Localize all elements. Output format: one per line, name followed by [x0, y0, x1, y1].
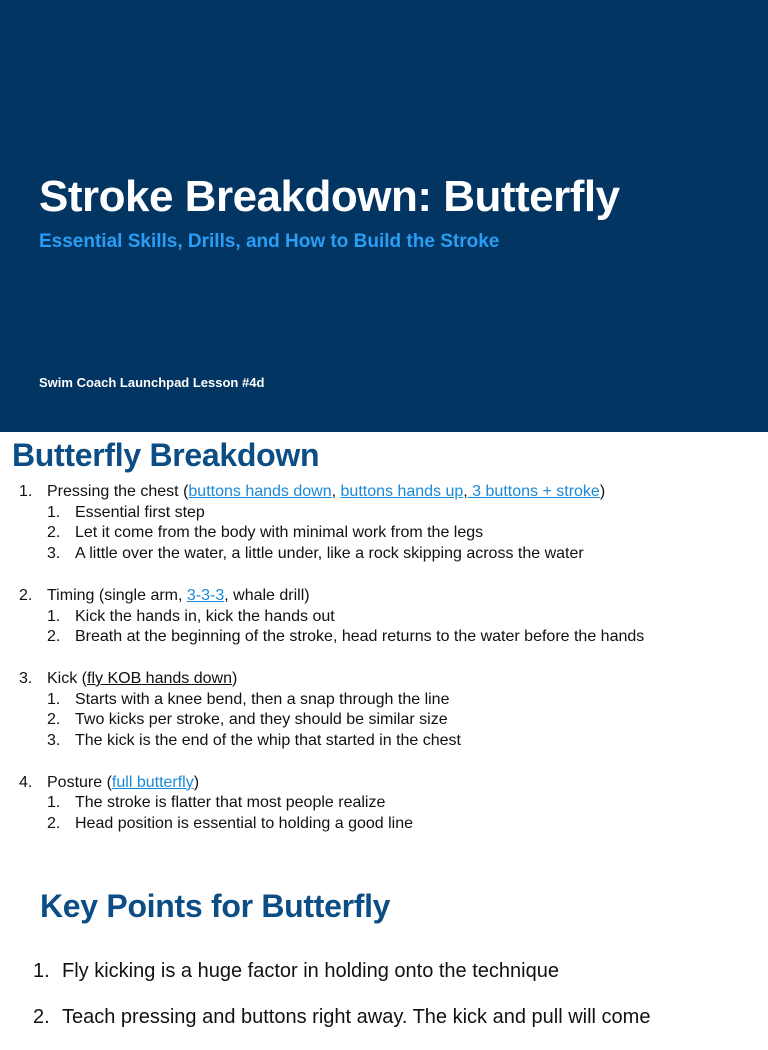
link-3-buttons-stroke[interactable]: 3 buttons + stroke: [467, 483, 600, 500]
list-item: [0, 523, 760, 544]
breakdown-item-kick: [0, 669, 760, 690]
item-number: 1.: [47, 607, 61, 625]
link-buttons-hands-up[interactable]: buttons hands up: [340, 483, 464, 500]
item-text: Kick (: [47, 669, 87, 687]
separator: ,: [331, 483, 341, 500]
key-points-list: [0, 958, 768, 1050]
item-text: Kick the hands in, kick the hands out: [75, 607, 335, 625]
item-text: Head position is essential to holding a good line: [75, 815, 414, 833]
list-item: [0, 814, 760, 835]
list-item: [0, 482, 760, 565]
item-number: 1.: [47, 690, 61, 708]
item-number: 4.: [19, 773, 33, 791]
item-text: Pressing the chest (: [47, 483, 189, 500]
breakdown-item-posture: [0, 773, 760, 794]
item-text: Breath at the beginning of the stroke, head returns to the water before the hands: [75, 628, 645, 646]
list-item: [0, 586, 760, 648]
item-number: 1.: [47, 794, 61, 812]
item-text: Essential first step: [75, 503, 205, 521]
item-number: 3.: [47, 732, 61, 750]
list-item: [0, 710, 760, 731]
link-3-3-3[interactable]: 3-3-3: [186, 586, 225, 604]
item-number: 2.: [33, 1006, 50, 1028]
item-number: 3.: [47, 545, 61, 563]
item-text: Let it come from the body with minimal work from the legs: [75, 524, 484, 542]
item-number: 1.: [19, 483, 33, 500]
list-item: [0, 731, 760, 752]
page-subtitle: Essential Skills, Drills, and How to Build the Stroke: [39, 231, 500, 252]
separator: ,: [463, 483, 468, 500]
breakdown-list: [0, 482, 760, 856]
item-text: Starts with a knee bend, then a snap through the line: [75, 690, 450, 708]
item-text: Fly kicking is a huge factor in holding onto the technique: [62, 960, 559, 982]
item-text: The stroke is flatter that most people realize: [75, 794, 386, 812]
key-points-heading: Key Points for Butterfly: [40, 888, 391, 924]
item-number: 2.: [19, 586, 33, 604]
item-number: 2.: [47, 524, 61, 542]
item-text: The kick is the end of the whip that started in the chest: [75, 732, 461, 750]
item-text: Teach pressing and buttons right away. The kick and pull will come: [62, 1006, 651, 1028]
link-full-butterfly[interactable]: full butterfly: [111, 773, 194, 791]
list-item: [0, 627, 760, 648]
list-item: [0, 1004, 768, 1030]
lesson-label: Swim Coach Launchpad Lesson #4d: [39, 375, 265, 390]
list-item: [0, 690, 760, 711]
item-number: 2.: [47, 815, 61, 833]
item-text: Timing (single arm,: [47, 586, 187, 604]
item-number: 2.: [47, 628, 61, 646]
list-item: [0, 793, 760, 814]
item-text: A little over the water, a little under, like a rock skipping across the water: [75, 545, 584, 563]
breakdown-heading: Butterfly Breakdown: [12, 437, 320, 473]
page-title: Stroke Breakdown: Butterfly: [39, 172, 620, 221]
list-item: [0, 544, 760, 565]
list-item: [0, 773, 760, 835]
link-buttons-hands-down[interactable]: buttons hands down: [188, 483, 332, 500]
list-item: [0, 607, 760, 628]
item-number: 1.: [33, 960, 50, 982]
breakdown-item-timing: [0, 586, 760, 607]
item-text: Posture (: [47, 773, 112, 791]
link-fly-kob-hands-down[interactable]: fly KOB hands down: [87, 669, 232, 687]
list-item: [0, 958, 768, 984]
list-item: [0, 669, 760, 752]
item-text: ): [193, 773, 200, 791]
item-number: 2.: [47, 711, 61, 729]
item-text: Two kicks per stroke, and they should be similar size: [75, 711, 448, 729]
item-text: ): [231, 669, 238, 687]
item-text: , whale drill): [224, 586, 310, 604]
item-number: 1.: [47, 503, 61, 521]
item-number: 3.: [19, 669, 33, 687]
list-item: [0, 503, 760, 524]
title-banner: [0, 0, 768, 432]
item-text: ): [599, 483, 606, 500]
breakdown-item-pressing: [0, 482, 760, 503]
